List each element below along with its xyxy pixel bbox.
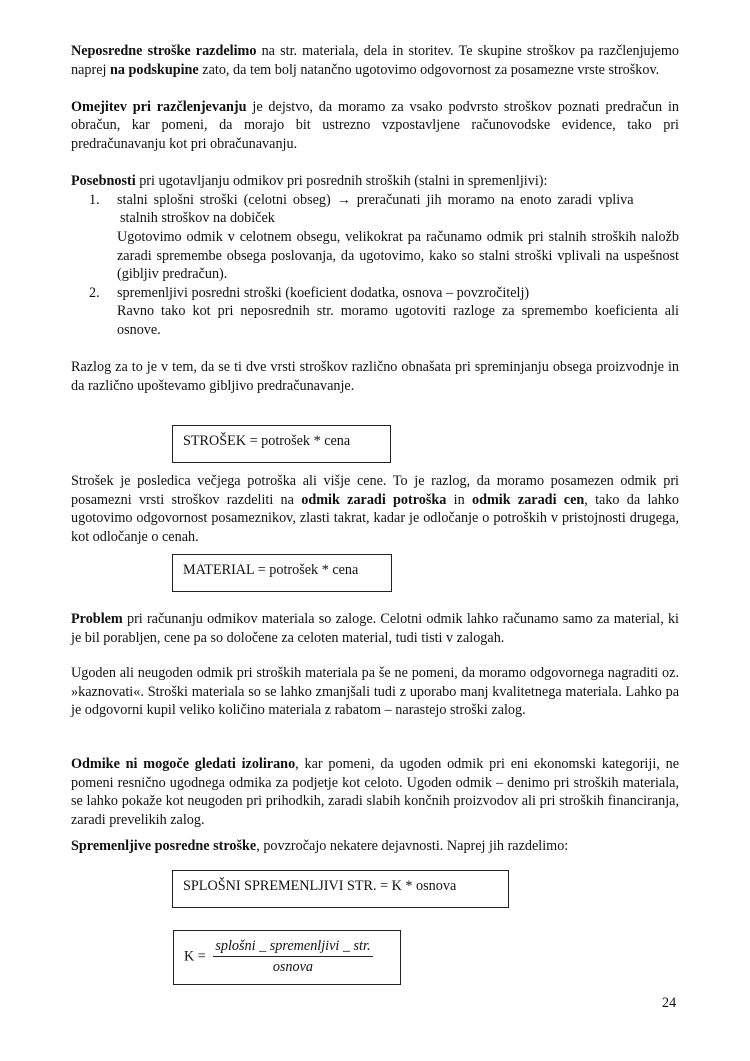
formula-text: STROŠEK = potrošek * cena [183, 433, 351, 449]
bold-term: na podskupine [110, 61, 199, 78]
bold-term: Spremenljive posredne stroške [71, 838, 257, 854]
bold-term: Neposredne stroške razdelimo [71, 43, 257, 59]
numbered-list [71, 191, 679, 340]
list-item-heading: spremenljivi posredni stroški (koeficient dodatka, osnova – povzročitelj) [117, 284, 530, 301]
paragraph-posebnosti: Posebnosti pri ugotavljanju odmikov pri posrednih stroških (stalni in spremenljivi): [71, 173, 548, 190]
paragraph-spremenljive: Spremenljive posredne stroške, povzročajo nekatere dejavnosti. Naprej jih razdelimo: [71, 838, 569, 854]
fraction [213, 937, 372, 976]
paragraph-neposredne-stroske: Neposredne stroške razdelimo na str. materiala, dela in storitev. Te skupine stroškov pa razčlenjujemo naprej na podskupine zato, da tem bolj natančno ugotovimo odgovornost za posamezne vrste stroškov. [71, 43, 679, 78]
formula-box-k [173, 930, 401, 985]
bold-term: Odmike ni mogoče gledati izolirano [71, 756, 296, 772]
formula-box-splosni [172, 870, 509, 908]
paragraph-odmike-izolirano: Odmike ni mogoče gledati izolirano, kar pomeni, da ugoden odmik pri eni ekonomski kategoriji, ne pomeni resnično ugodnega odmika za podjetje kot celoto. Ugoden odmik – denimo pri stroških materiala, se lahko pokaže kot neugoden pri prihodkih, zaradi slabih končnih proizvodov ali pri stroških financiranja, zaradi prevelikih zalog. [71, 756, 679, 828]
paragraph-ugoden-odmik: Ugoden ali neugoden odmik pri stroških materiala pa še ne pomeni, da moramo odgovornega nagraditi oz. »kaznovati«. Stroški materiala so se lahko zmanjšali tudi z uporabo manj kvalitetnega materiala. Lahko pa je odgovorni kupil veliko količino materiala z rabatom – narastejo stroški zalog. [71, 665, 679, 719]
list-item [71, 191, 679, 284]
list-item-body: Ravno tako kot pri neposrednih str. moramo ugotoviti razloge za spremembo koeficienta ali osnove. [117, 303, 679, 338]
paragraph-problem: Problem pri računanju odmikov materiala so zaloge. Celotni odmik lahko računamo samo za material, ki je bil porabljen, cene pa so določene za celoten material, tudi tisti v zalogah. [71, 611, 679, 646]
paragraph-omejitev: Omejitev pri razčlenjevanju je dejstvo, da moramo za vsako podvrsto stroškov poznati predračun in obračun, kar pomeni, da morajo bit ustrezno vzpostavljene računovodske evidence, tako pri predračunavanju kot pri obračunavanju. [71, 98, 679, 152]
bold-term: Omejitev pri razčlenjevanju [71, 98, 247, 115]
list-item [71, 284, 679, 340]
list-number: 1. [89, 191, 100, 208]
page-number: 24 [662, 995, 677, 1011]
formula-lhs: K = [184, 948, 206, 965]
list-item-body: Ugotovimo odmik v celotnem obsegu, velikokrat pa računamo odmik pri stalnih stroških naložb zaradi spremembe obsega poslovanja, da ugotovimo, kako so stalni stroški vplivali na uspešnost (gibljiv predračun). [117, 228, 679, 283]
bold-term: Posebnosti [71, 173, 136, 190]
fraction-numerator: splošni _ spremenljivi _ str. [213, 937, 372, 957]
bold-term: odmik zaradi potroška [301, 491, 447, 508]
formula-box-strosek [172, 425, 391, 463]
list-item-heading-cont: stalnih stroškov na dobiček [120, 210, 275, 227]
list-number: 2. [89, 284, 100, 301]
fraction-denominator: osnova [272, 959, 314, 975]
paragraph-strosek-posledica: Strošek je posledica večjega potroška ali višje cene. To je razlog, da moramo posamezen odmik pri posamezni vrsti stroškov razdeliti na odmik zaradi potroška in odmik zaradi cen, tako da lahko ugotovimo odgovornost posameznikov, zlasti takrat, kadar je odločanje o potroških v pristojnosti drugega, kot odločanje o cenah. [71, 473, 679, 545]
formula-text: SPLOŠNI SPREMENLJIVI STR. = K * osnova [183, 878, 457, 894]
formula-box-material [172, 554, 392, 592]
bold-term: Problem [71, 611, 123, 627]
list-item-heading: stalni splošni stroški (celotni obseg) → preračunati jih moramo na enoto zaradi vpliva [117, 191, 634, 208]
bold-term: odmik zaradi cen [471, 491, 585, 508]
formula-text: MATERIAL = potrošek * cena [183, 562, 359, 578]
paragraph-razlog: Razlog za to je v tem, da se ti dve vrsti stroškov različno obnašata pri spreminjanju obsega proizvodnje in da različno upoštevamo gibljivo predračunavanje. [71, 359, 679, 394]
